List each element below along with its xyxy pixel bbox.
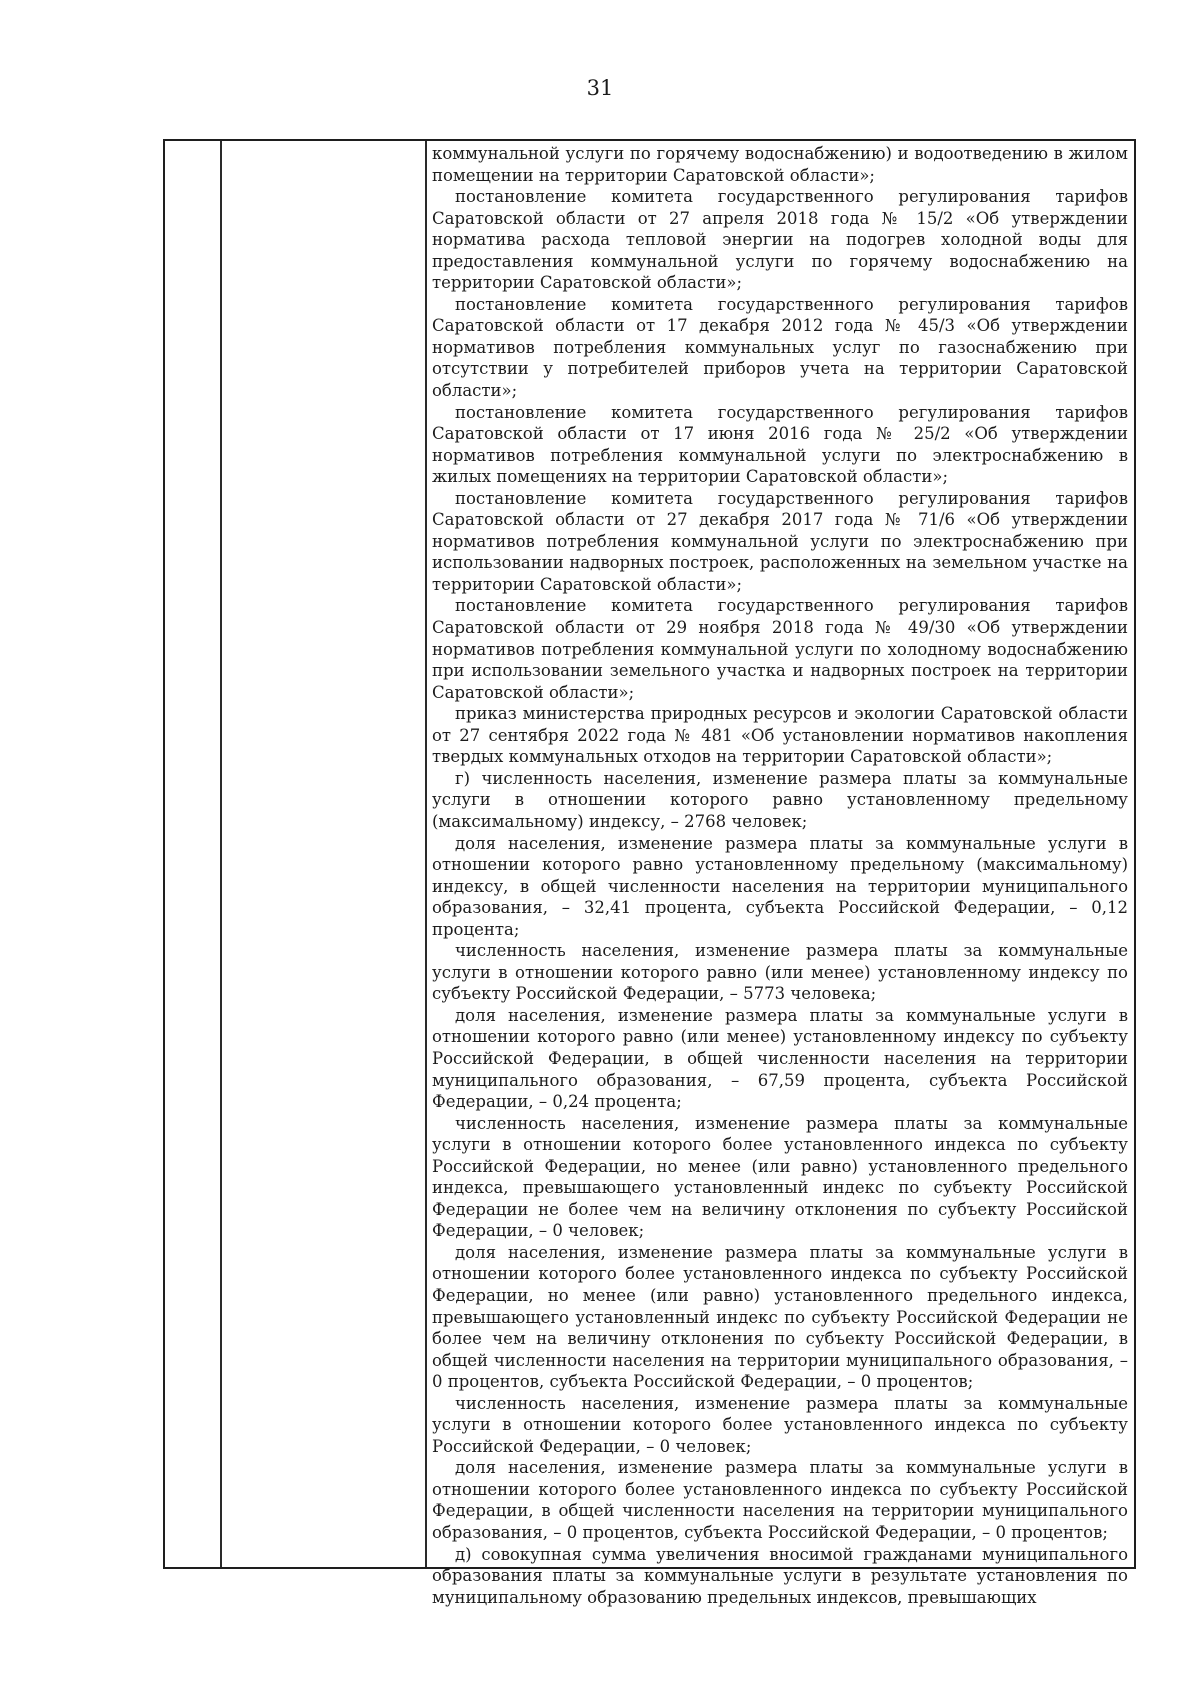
paragraph: постановление комитета государственного регулирования тарифов Саратовской области от 27 апреля 2018 года № 15/2 «Об утверждении норматива расхода тепловой энергии на подогрев холодной воды для предоставления коммунальной услуги по горячему водоснабжению на территории Саратовской области»; xyxy=(432,187,1128,293)
table-column-text xyxy=(427,141,1134,1607)
paragraph: численность населения, изменение размера платы за коммунальные услуги в отношении которого равно (или менее) установленному индексу по субъекту Российской Федерации, – 5773 человека; xyxy=(432,941,1128,1004)
document-table xyxy=(163,139,1136,1607)
paragraph: доля населения, изменение размера платы за коммунальные услуги в отношении которого более установленного индекса по субъекту Российской Федерации, в общей численности населения на территории муниципального образования, – 0 процентов, субъекта Российской Федерации, – 0 процентов; xyxy=(432,1458,1128,1542)
paragraph: постановление комитета государственного регулирования тарифов Саратовской области от 17 июня 2016 года № 25/2 «Об утверждении нормативов потребления коммунальной услуги по электроснабжению в жилых помещениях на территории Саратовской области»; xyxy=(432,402,1128,487)
paragraph: д) совокупная сумма увеличения вносимой гражданами муниципального образования платы за коммунальные услуги в результате установления по муниципальному образованию предельных индексов, превышающих xyxy=(432,1544,1128,1607)
paragraph: коммунальной услуги по горячему водоснабжению) и водоотведению в жилом помещении на территории Саратовской области»; xyxy=(432,144,1128,185)
table-column-empty-narrow xyxy=(165,141,222,1567)
paragraph: численность населения, изменение размера платы за коммунальные услуги в отношении которого более установленного индекса по субъекту Российской Федерации, но менее (или равно) установленного предельного индекса, превышающего установленный индекс по субъекту Российской Федерации не более чем на величину отклонения по субъекту Российской Федерации, – 0 человек; xyxy=(432,1113,1128,1241)
paragraph: доля населения, изменение размера платы за коммунальные услуги в отношении которого равно (или менее) установленному индексу по субъекту Российской Федерации, в общей численности населения на территории муниципального образования, – 67,59 процента, субъекта Российской Федерации, – 0,24 процента; xyxy=(432,1005,1128,1112)
table-column-empty-wide xyxy=(222,141,427,1567)
paragraph: постановление комитета государственного регулирования тарифов Саратовской области от 29 ноября 2018 года № 49/30 «Об утверждении нормативов потребления коммунальной услуги по холодному водоснабжению при использовании земельного участка и надворных построек на территории Саратовской области»; xyxy=(432,596,1128,702)
paragraph: постановление комитета государственного регулирования тарифов Саратовской области от 27 декабря 2017 года № 71/6 «Об утверждении нормативов потребления коммунальной услуги по электроснабжению при использовании надворных построек, расположенных на земельном участке на территории Саратовской области»; xyxy=(432,488,1128,594)
paragraph: численность населения, изменение размера платы за коммунальные услуги в отношении которого более установленного индекса по субъекту Российской Федерации, – 0 человек; xyxy=(432,1393,1128,1456)
page-number: 31 xyxy=(586,76,614,100)
paragraph: постановление комитета государственного регулирования тарифов Саратовской области от 17 декабря 2012 года № 45/3 «Об утверждении нормативов потребления коммунальных услуг по газоснабжению при отсутствии у потребителей приборов учета на территории Саратовской области»; xyxy=(432,294,1128,401)
paragraph: доля населения, изменение размера платы за коммунальные услуги в отношении которого равно установленному предельному (максимальному) индексу, в общей численности населения на территории муниципального образования, – 32,41 процента, субъекта Российской Федерации, – 0,12 процента; xyxy=(432,833,1128,939)
paragraph: приказ министерства природных ресурсов и экологии Саратовской области от 27 сентября 2022 года № 481 «Об установлении нормативов накопления твердых коммунальных отходов на территории Саратовской области»; xyxy=(432,704,1128,767)
paragraph: доля населения, изменение размера платы за коммунальные услуги в отношении которого более установленного индекса по субъекту Российской Федерации, но менее (или равно) установленного предельного индекса, превышающего установленный индекс по субъекту Российской Федерации не более чем на величину отклонения по субъекту Российской Федерации, в общей численности населения на территории муниципального образования, – 0 процентов, субъекта Российской Федерации, – 0 процентов; xyxy=(432,1242,1128,1392)
paragraph: г) численность населения, изменение размера платы за коммунальные услуги в отношении которого равно установленному предельному (максимальному) индексу, – 2768 человек; xyxy=(432,768,1128,831)
